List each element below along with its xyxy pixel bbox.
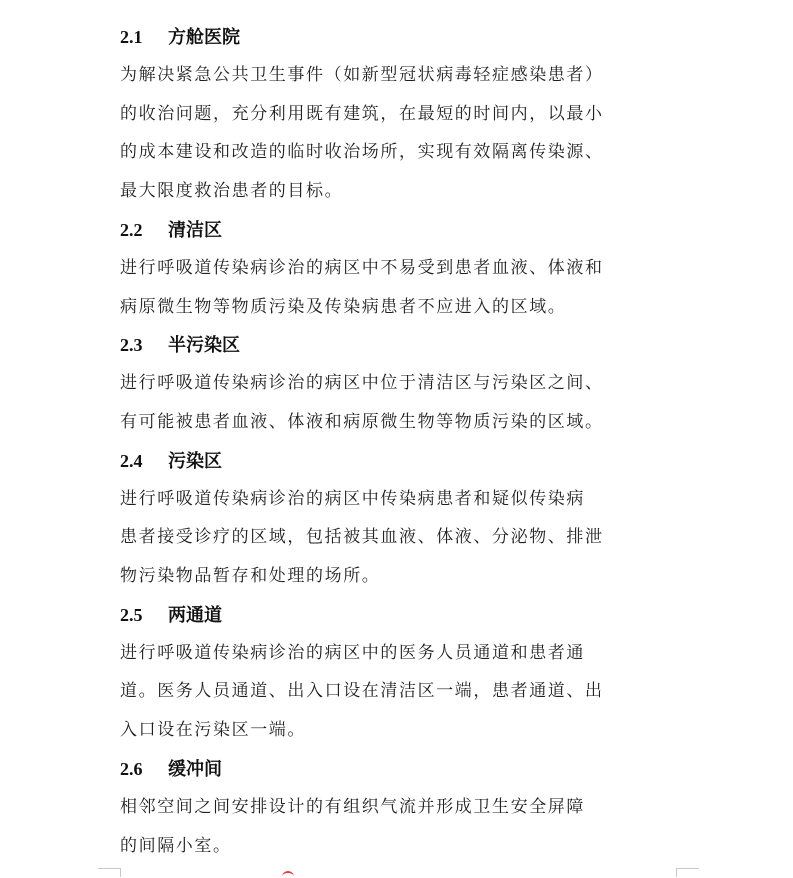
paragraph-line: 进行呼吸道传染病诊治的病区中的医务人员通道和患者通 [120, 642, 585, 663]
section-heading [120, 326, 680, 364]
page-corner-mark-left [98, 868, 121, 877]
section-title: 两通道 [168, 604, 222, 626]
paragraph-line: 进行呼吸道传染病诊治的病区中位于清洁区与污染区之间、 [120, 373, 604, 394]
paragraph-line: 物污染物品暂存和处理的场所。 [120, 566, 381, 587]
paragraph-line: 进行呼吸道传染病诊治的病区中不易受到患者血液、体液和 [120, 257, 604, 278]
document-body [120, 18, 680, 865]
section-paragraph [120, 634, 680, 750]
paragraph-line: 病原微生物等物质污染及传染病患者不应进入的区域。 [120, 296, 567, 317]
section-paragraph [120, 788, 680, 865]
paragraph-line: 入口设在污染区一端。 [120, 720, 306, 741]
paragraph-line: 道。医务人员通道、出入口设在清洁区一端，患者通道、出 [120, 681, 604, 702]
paragraph-line: 的收治问题，充分利用既有建筑，在最短的时间内，以最小 [120, 103, 604, 124]
paragraph-line: 最大限度救治患者的目标。 [120, 181, 344, 202]
paragraph-line: 相邻空间之间安排设计的有组织气流并形成卫生安全屏障 [120, 796, 585, 817]
paragraph-line: 的成本建设和改造的临时收治场所，实现有效隔离传染源、 [120, 142, 604, 163]
section-paragraph [120, 249, 680, 326]
section-heading [120, 750, 680, 788]
section-number: 2.4 [120, 450, 143, 471]
section-number: 2.5 [120, 604, 143, 625]
section-number: 2.2 [120, 219, 143, 240]
section-number: 2.1 [120, 27, 143, 47]
paragraph-line: 进行呼吸道传染病诊治的病区中传染病患者和疑似传染病 [120, 488, 585, 509]
section-title: 污染区 [168, 450, 222, 472]
section-paragraph [120, 56, 680, 211]
page-corner-mark-right [676, 868, 699, 877]
section-paragraph [120, 480, 680, 596]
section-title: 方舱医院 [168, 27, 240, 48]
paragraph-line: 为解决紧急公共卫生事件（如新型冠状病毒轻症感染患者） [120, 65, 604, 85]
section-heading [120, 18, 680, 56]
section-heading [120, 442, 680, 480]
section-paragraph [120, 364, 680, 441]
section-heading [120, 211, 680, 249]
section-number: 2.6 [120, 758, 143, 779]
section-title: 清洁区 [168, 219, 222, 241]
paragraph-line: 有可能被患者血液、体液和病原微生物等物质污染的区域。 [120, 411, 604, 432]
paragraph-line: 患者接受诊疗的区域，包括被其血液、体液、分泌物、排泄 [120, 527, 604, 548]
section-title: 缓冲间 [168, 758, 222, 780]
paragraph-line: 的间隔小室。 [120, 835, 232, 856]
section-number: 2.3 [120, 335, 143, 356]
section-title: 半污染区 [168, 335, 240, 357]
section-heading [120, 596, 680, 634]
